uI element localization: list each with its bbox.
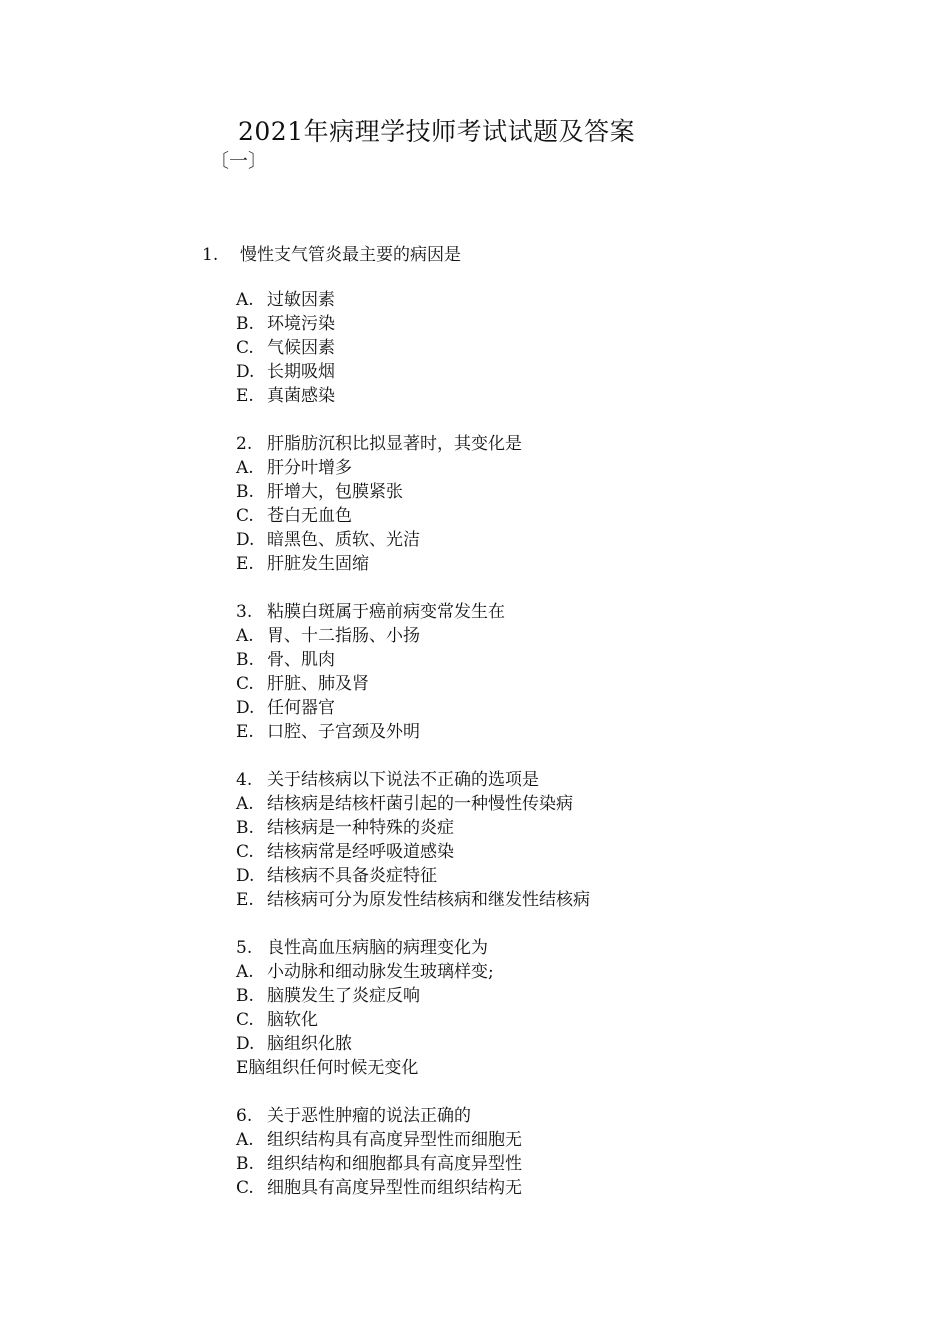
question-number: 2. [236,434,253,454]
question-text: 关于结核病以下说法不正确的选项是 [267,770,539,790]
option-key: B. [236,818,254,838]
option-4b [236,816,454,840]
question-number: 3. [236,602,253,622]
option-3b [236,648,335,672]
option-text: 结核病可分为原发性结核病和继发性结核病 [267,890,590,910]
option-text: 肝脏发生固缩 [267,554,369,574]
option-text: 结核病常是经呼吸道感染 [267,842,454,862]
option-text: 肝分叶增多 [267,458,352,478]
option-key: D. [236,530,255,550]
question-text: 关于恶性肿瘤的说法正确的 [267,1106,471,1126]
option-3a [236,624,420,648]
option-key: A. [236,626,254,646]
question-3-stem [236,600,505,624]
question-text: 慢性支气管炎最主要的病因是 [240,245,461,265]
option-3e [236,720,420,744]
option-text: 小动脉和细动脉发生玻璃样变; [267,962,494,982]
option-text: 脑膜发生了炎症反响 [267,986,420,1006]
question-number: 1. [202,245,219,265]
option-text: 环境污染 [267,314,335,334]
option-text: 过敏因素 [267,290,335,310]
document-subtitle: 〔一〕 [210,150,268,172]
option-5e [236,1056,418,1080]
option-key: D. [236,698,255,718]
option-4d [236,864,437,888]
option-key: E. [236,722,254,742]
option-text: 气候因素 [267,338,335,358]
option-5b [236,984,420,1008]
option-2c [236,504,352,528]
question-5-stem [236,936,488,960]
option-text: 脑组织任何时候无变化 [248,1058,419,1078]
option-4a [236,792,573,816]
option-text: 真菌感染 [267,386,335,406]
option-key: D. [236,866,255,886]
option-key: C. [236,506,254,526]
option-key: D. [236,362,255,382]
option-key: A. [236,794,254,814]
option-text: 苍白无血色 [267,506,352,526]
option-text: 组织结构和细胞都具有高度异型性 [267,1154,522,1174]
option-1c [236,336,335,360]
question-number: 5. [236,938,253,958]
option-3d [236,696,335,720]
option-1d [236,360,335,384]
question-2-stem [236,432,522,456]
option-text: 任何器官 [267,698,335,718]
option-text: 组织结构具有高度异型性而细胞无 [267,1130,522,1150]
question-text: 良性高血压病脑的病理变化为 [267,938,488,958]
option-4e [236,888,590,912]
option-key: B. [236,482,254,502]
option-text: 脑组织化脓 [267,1034,352,1054]
option-text: 结核病是结核杆菌引起的一种慢性传染病 [267,794,573,814]
option-1a [236,288,335,312]
question-number: 4. [236,770,253,790]
option-text: 口腔、子宫颈及外明 [267,722,420,742]
option-5a [236,960,494,984]
option-1e [236,384,335,408]
option-key: C. [236,1010,254,1030]
option-text: 结核病是一种特殊的炎症 [267,818,454,838]
option-key: A. [236,962,254,982]
option-key: A. [236,1130,254,1150]
option-key: E. [236,554,254,574]
question-4-stem [236,768,539,792]
option-text: 肝增大，包膜紧张 [267,482,403,502]
option-key: B. [236,650,254,670]
option-key: D. [236,1034,255,1054]
question-number: 6. [236,1106,253,1126]
option-6c [236,1176,522,1200]
option-text: 骨、肌肉 [267,650,335,670]
option-key: B. [236,986,254,1006]
option-key: A. [236,290,254,310]
option-text: 胃、十二指肠、小扬 [267,626,420,646]
question-text: 肝脂肪沉积比拟显著时，其变化是 [267,434,522,454]
question-text: 粘膜白斑属于癌前病变常发生在 [267,602,505,622]
option-2a [236,456,352,480]
option-1b [236,312,335,336]
option-3c [236,672,369,696]
option-6b [236,1152,522,1176]
option-text: 结核病不具备炎症特征 [267,866,437,886]
option-key: A. [236,458,254,478]
option-2d [236,528,420,552]
option-key: B. [236,1154,254,1174]
option-4c [236,840,454,864]
option-2b [236,480,403,504]
option-6a [236,1128,522,1152]
option-key: E [236,1058,249,1078]
option-key: C. [236,1178,254,1198]
option-text: 脑软化 [267,1010,318,1030]
option-text: 长期吸烟 [267,362,335,382]
document-title: 2021年病理学技师考试试题及答案 [238,117,636,146]
option-text: 暗黑色、质软、光洁 [267,530,420,550]
option-text: 肝脏、肺及肾 [267,674,369,694]
option-2e [236,552,369,576]
option-key: E. [236,386,254,406]
option-text: 细胞具有高度异型性而组织结构无 [267,1178,522,1198]
option-key: C. [236,338,254,358]
option-5c [236,1008,318,1032]
option-key: C. [236,842,254,862]
option-key: E. [236,890,254,910]
option-5d [236,1032,352,1056]
option-key: B. [236,314,254,334]
option-key: C. [236,674,254,694]
question-6-stem [236,1104,471,1128]
question-1-stem [202,240,461,265]
